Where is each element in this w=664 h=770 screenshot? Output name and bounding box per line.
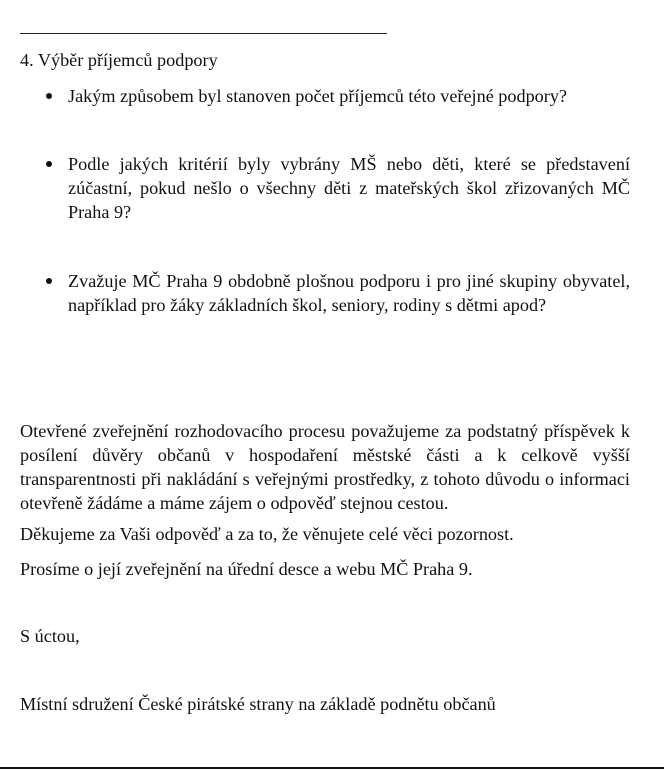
question-text: Podle jakých kritérií byly vybrány MŠ nebo děti, které se představení zúčastní, pokud nešlo o všechny děti z mateřských škol zřizovaných MČ Praha 9? bbox=[68, 154, 630, 222]
top-divider bbox=[20, 33, 387, 34]
question-text: Jakým způsobem byl stanoven počet příjemců této veřejné podpory? bbox=[68, 86, 568, 106]
bullet-icon bbox=[46, 278, 52, 284]
section-heading: 4. Výběr příjemců podpory bbox=[20, 50, 218, 70]
question-list-item bbox=[68, 84, 630, 108]
transparency-paragraph: Otevřené zveřejnění rozhodovacího procesu považujeme za podstatný příspěvek k posílení důvěry občanů v hospodaření městské části a k celkově vyšší transparentnosti při nakládání s veřejnými prostředky, z tohoto důvodu o informaci otevřeně žádáme a máme zájem o odpověď stejnou cestou. bbox=[20, 421, 630, 513]
question-list-item bbox=[68, 152, 630, 224]
signature: Místní sdružení České pirátské strany na základě podnětu občanů bbox=[20, 694, 496, 714]
question-text: Zvažuje MČ Praha 9 obdobně plošnou podporu i pro jiné skupiny obyvatel, například pro žáky základních škol, seniory, rodiny s dětmi apod? bbox=[68, 271, 630, 315]
thanks-paragraph: Děkujeme za Vaši odpověď a za to, že věnujete celé věci pozornost. bbox=[20, 524, 514, 544]
closing-salutation: S úctou, bbox=[20, 626, 80, 646]
question-list-item bbox=[68, 269, 630, 317]
bullet-icon bbox=[46, 161, 52, 167]
bullet-icon bbox=[46, 93, 52, 99]
bottom-border bbox=[0, 767, 664, 769]
publish-request-paragraph: Prosíme o její zveřejnění na úřední desce a webu MČ Praha 9. bbox=[20, 559, 473, 579]
